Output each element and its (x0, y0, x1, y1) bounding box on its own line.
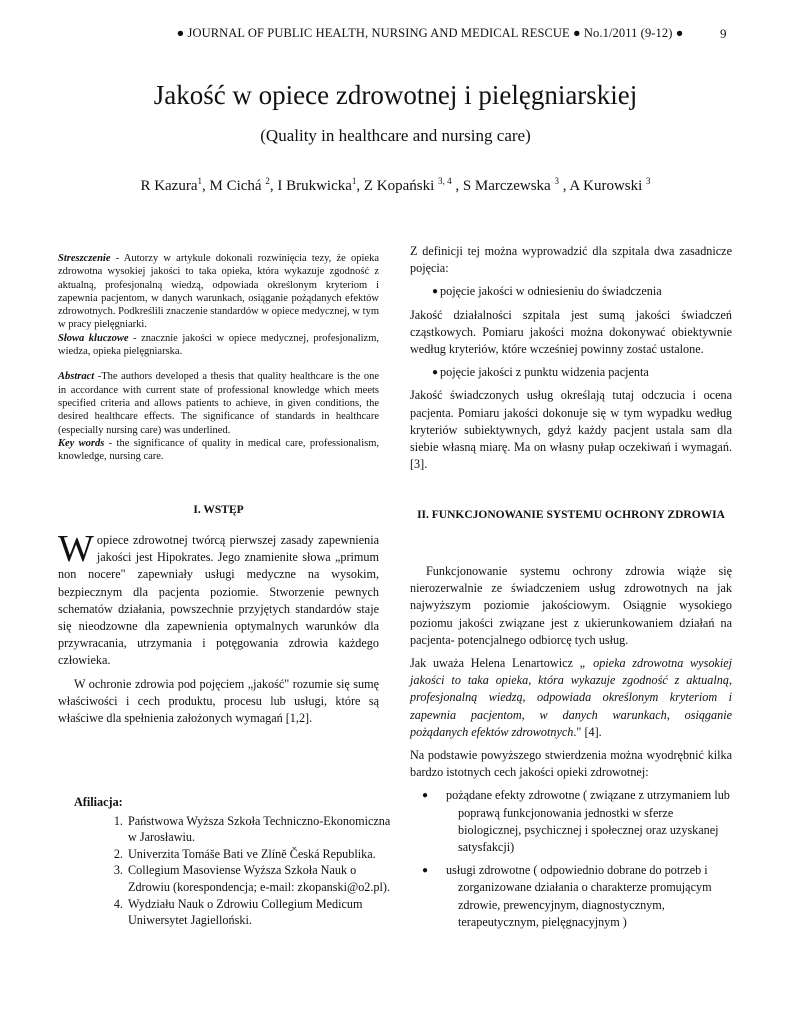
section-heading-intro: I. WSTĘP (193, 504, 244, 516)
article-subtitle: (Quality in healthcare and nursing care) (260, 126, 531, 145)
bullet-item: ● usługi zdrowotne ( odpowiednio dobrane do potrzeb i zorganizowane działania o charakterze promującym zdrowie, prewencyjnym, diagnostycznym, terapeutycznym, pielęgnacyjnym ) (422, 863, 712, 929)
section-intro-body (58, 528, 379, 733)
affiliation-item: 2. Univerzita Tomáše Bati ve Zlíně Česká Republika. (126, 846, 394, 863)
affiliation-item: 1. Państwowa Wyższa Szkoła Techniczno-Ekonomiczna w Jarosławiu. (126, 813, 394, 846)
abstract-english: Abstract -The authors developed a thesis that quality healthcare is the one in accordance with current state of professional knowledge which meets specified criteria and allows patients to achieve, in given conditions, the desired healthcare effects. The significance of standards in healthcare (especially nursing care) was underlined. (58, 371, 379, 436)
affiliation-item: 4. Wydziału Nauk o Zdrowiu Collegium Medicum Uniwersytet Jagielloński. (126, 896, 394, 929)
author: , M Cichá $^2$ (202, 176, 270, 194)
section-heading-health-system: II. FUNKCJONOWANIE SYSTEMU OCHRONY ZDROWIA (417, 509, 725, 521)
bullet-item: ● pojęcie jakości w odniesieniu do świadczenia (410, 283, 732, 300)
keywords-polish: Słowa kluczowe - znacznie jakości w opiece medycznej, profesjonalizm, wiedza, opieka pielęgniarska. (58, 332, 379, 358)
bullet-item: ● pojęcie jakości z punktu widzenia pacjenta (410, 364, 732, 381)
author-list (40, 176, 751, 195)
abstract-block (58, 252, 379, 463)
affiliations (74, 794, 394, 929)
author: , A Kurowski $^3$ (558, 176, 651, 194)
article-title: Jakość w opiece zdrowotnej i pielęgniarskiej (153, 80, 638, 110)
definition-paragraph-1: Z definicji tej można wyprowadzić dla szpitala dwa zasadnicze pojęcia: (410, 244, 732, 276)
author: R Kazura$^1$ (140, 176, 202, 194)
bullet-dot-icon: ● (432, 367, 439, 379)
affiliations-title: Afiliacja: (74, 795, 123, 809)
drop-cap: W (58, 528, 94, 570)
author: , S Marczewska $^3$ (451, 176, 559, 194)
abstract-polish: Streszczenie - Autorzy w artykule dokonali rozwinięcia tezy, że opieka zdrowotna wysokiej jakości to taka opieka, która wykazuje zgodność z aktualną, profesjonalną wiedzą, odpowiada określonym kryteriom i zapewnia pacjentom, w danych warunkach, osiąganie pożądanych efektów zdrowotnych. Podkreślili znaczenie standardów w opiece medycznej, w tym w pracy pielęgniarki. (58, 253, 379, 331)
keywords-english: Key words - the significance of quality in medical care, professionalism, knowledge, nursing care. (58, 437, 379, 463)
section-health-system-body (410, 563, 732, 937)
bullet-dot-icon: ● (432, 286, 439, 298)
health-system-paragraph-2: Jak uważa Helena Lenartowicz „ opieka zdrowotna wysokiej jakości to taka opieka, która wykazuje zgodność z aktualną, profesjonalną wiedzą, odpowiada określonym kryteriom i zapewnia pacjentom, w danych warunkach, osiąganie pożądanych efektów zdrowotnych." [4]. (410, 656, 733, 739)
bullet-item: ● pożądane efekty zdrowotne ( związane z utrzymaniem lub poprawą funkcjonowania jednostki w sferze biologicznej, psychicznej i społecznej oraz uzyskanej satysfakcji) (422, 788, 730, 855)
health-system-paragraph-3: Na podstawie powyższego stwierdzenia można wyodrębnić kilka bardzo istotnych cech jakości opieki zdrowotnej: (410, 748, 732, 780)
definition-paragraph-2: Jakość działalności szpitala jest sumą jakości świadczeń cząstkowych. Pomiaru jakości można dokonywać obiektywnie według kryteriów, które wcześniej powinny zostać ustalone. (410, 307, 732, 357)
author: , Z Kopański $^{3, 4}$ (356, 176, 452, 194)
intro-paragraph-1: Wopiece zdrowotnej twórcą pierwszej zasady zapewnienia jakości jest Hipokrates. Jego znamienite słowa „primum non nocere" zapewniały usługi medyczne na wysokim, bezpiecznym dla pacjenta poziomie. Stworzenie pewnych schematów działania, powszechnie przyjętych standardów staje się nieodzowne dla zapewnienia optymalnych warunków dla przywracania, utrzymania i potęgowania zdrowia każdego człowieka. (58, 528, 379, 668)
affiliation-item: 3. Collegium Masoviense Wyższa Szkoła Nauk o Zdrowiu (korespondencja; e-mail: zkopanski@o2.pl). (126, 862, 394, 895)
definition-paragraph-3: Jakość świadczonych usług określają tutaj odczucia i ocena pacjenta. Pomiaru jakości dokonuje się w tym wypadku według kryteriów subiektywnych, gdyż każdy pacjent ustala sam dla siebie własną miarę. Ma on własny pułap oczekiwań i wymagań.[3]. (410, 388, 732, 472)
definition-column (410, 243, 732, 479)
page-number: 9 (720, 26, 727, 41)
health-system-paragraph-1: Funkcjonowanie systemu ochrony zdrowia wiąże się nierozerwalnie ze świadczeniem usług zdrowotnych na jak najwyższym poziomie jakościowym. Osiągnie wysokiego poziomu jakości związane jest z ukierunkowaniem działań na pacjenta- potencjalnego odbiorcę tych usług. (410, 564, 732, 647)
author: , I Brukwicka$^1$ (269, 176, 357, 194)
intro-paragraph-2: W ochronie zdrowia pod pojęciem „jakość" rozumie się sumę właściwości i cech produktu, procesu lub usługi, które są właściwe dla spełnienia założonych wymagań [1,2]. (58, 676, 379, 726)
running-head: ● JOURNAL OF PUBLIC HEALTH, NURSING AND MEDICAL RESCUE ● No.1/2011 (9-12) ● (176, 26, 684, 40)
